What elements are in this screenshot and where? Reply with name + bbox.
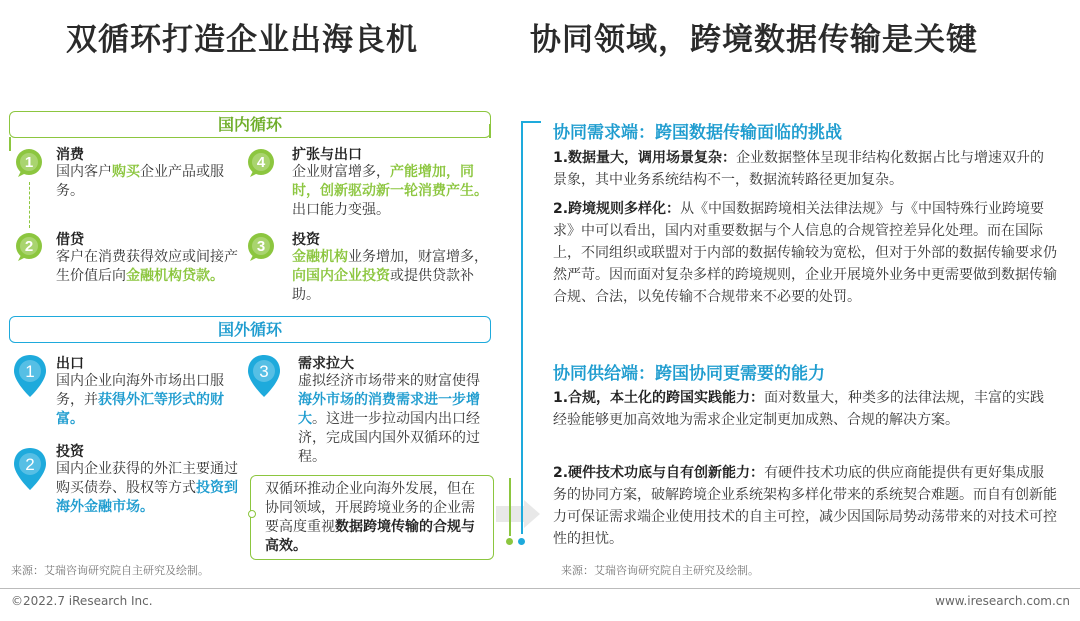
domestic-item-consume-text: 国内客户购买企业产品或服务。 xyxy=(56,164,224,199)
domestic-item-consume-title: 消费 xyxy=(56,147,84,163)
green-dot xyxy=(506,538,513,545)
footer-website: www.iresearch.com.cn xyxy=(935,594,1070,608)
blue-map-pin-number-icon xyxy=(12,446,48,492)
flow-dashed-line xyxy=(29,182,30,228)
green-speech-bubble-number-icon xyxy=(246,232,276,262)
svg-text:1: 1 xyxy=(24,154,34,171)
overseas-item-export-text: 国内企业向海外市场出口服务，并获得外汇等形式的财富。 xyxy=(56,373,224,427)
green-speech-bubble-number-icon xyxy=(14,148,44,178)
right-divider-tick xyxy=(521,121,541,123)
domestic-item-expand-text: 企业财富增多，产能增加，同时，创新驱动新一轮消费产生。出口能力变强。 xyxy=(292,164,488,218)
svg-text:2: 2 xyxy=(24,238,34,255)
domestic-item-loan-text: 客户在消费获得效应或间接产生价值后向金融机构贷款。 xyxy=(56,249,238,284)
demand-paragraph-2: 2.跨境规则多样化：从《中国数据跨境相关法律法规》与《中国特殊行业跨境要求》中可以看出，国内对重要数据与个人信息的合规管控差异化处理。而在国际上，不同组织或联盟对于内部的数据传输较为宽松，但对于外部的数据传输要求仍然严苛。因而面对复杂多样的跨境规则，企业开展境外业务中更需要做到数据传输合规、合法，以免传输不合规带来不必要的处罚。 xyxy=(553,201,1057,305)
blue-map-pin-number-icon xyxy=(12,353,48,399)
domestic-cycle-header: 国内循环 xyxy=(9,111,491,138)
summary-connector-dot xyxy=(248,510,256,518)
svg-text:1: 1 xyxy=(25,362,35,381)
overseas-item-demand-title: 需求拉大 xyxy=(298,356,354,372)
summary-box: 双循环推动企业向海外发展，但在协同领域，开展跨境业务的企业需要高度重视数据跨境传输的合规与高效。 xyxy=(250,475,494,560)
overseas-cycle-header: 国外循环 xyxy=(9,316,491,343)
demand-heading: 协同需求端：跨国数据传输面临的挑战 xyxy=(553,123,842,143)
domestic-item-loan-title: 借贷 xyxy=(56,232,84,248)
blue-map-pin-number-icon xyxy=(246,353,282,399)
supply-paragraph-2: 2.硬件技术功底与自有创新能力：有硬件技术功底的供应商能提供有更好集成服务的协同方案，破解跨境企业系统架构多样化带来的系统契合难题。而自有创新能力可保证需求端企业使用技术的自主可控，减少因国际局势动荡带来的对技术可控性的担忧。 xyxy=(553,465,1057,547)
domestic-header-connector xyxy=(9,137,11,151)
green-speech-bubble-number-icon xyxy=(246,148,276,178)
domestic-item-invest-title: 投资 xyxy=(292,232,320,248)
right-title: 协同领域，跨境数据传输是关键 xyxy=(530,22,978,58)
green-speech-bubble-number-icon xyxy=(14,232,44,262)
summary-link-line xyxy=(509,478,511,536)
svg-text:3: 3 xyxy=(259,362,269,381)
domestic-item-expand-title: 扩张与出口 xyxy=(292,147,362,163)
svg-text:2: 2 xyxy=(25,455,35,474)
overseas-item-export-title: 出口 xyxy=(56,356,84,372)
demand-paragraph-1: 1.数据量大，调用场景复杂：企业数据整体呈现非结构化数据占比与增速双升的景象，其中业务系统结构不一，数据流转路径更加复杂。 xyxy=(553,150,1045,188)
supply-heading: 协同供给端：跨国协同更需要的能力 xyxy=(553,364,825,384)
source-note-right: 来源：艾瑞咨询研究院自主研究及绘制。 xyxy=(561,564,759,577)
footer-divider xyxy=(0,588,1080,589)
overseas-item-demand-text: 虚拟经济市场带来的财富使得海外市场的消费需求进一步增大。这进一步拉动国内出口经济，完成国内国外双循环的过程。 xyxy=(298,373,480,465)
domestic-item-invest-text: 金融机构业务增加，财富增多，向国内企业投资或提供贷款补助。 xyxy=(292,249,488,303)
left-title: 双循环打造企业出海良机 xyxy=(66,22,418,58)
supply-paragraph-1: 1.合规，本土化的跨国实践能力：面对数量大，种类多的法律法规，丰富的实践经验能够更加高效地为需求企业定制更加成熟、合规的解决方案。 xyxy=(553,390,1045,428)
footer-copyright: ©2022.7 iResearch Inc. xyxy=(11,594,153,608)
right-divider-line xyxy=(521,121,523,534)
overseas-item-invest-text: 国内企业获得的外汇主要通过购买债券、股权等方式投资到海外金融市场。 xyxy=(56,461,238,515)
blue-dot xyxy=(518,538,525,545)
arrow-right-icon xyxy=(496,500,540,528)
svg-text:4: 4 xyxy=(256,154,266,171)
svg-text:3: 3 xyxy=(256,238,266,255)
source-note-left: 来源：艾瑞咨询研究院自主研究及绘制。 xyxy=(11,564,209,577)
domestic-header-connector-right xyxy=(489,124,491,138)
overseas-item-invest-title: 投资 xyxy=(56,444,84,460)
